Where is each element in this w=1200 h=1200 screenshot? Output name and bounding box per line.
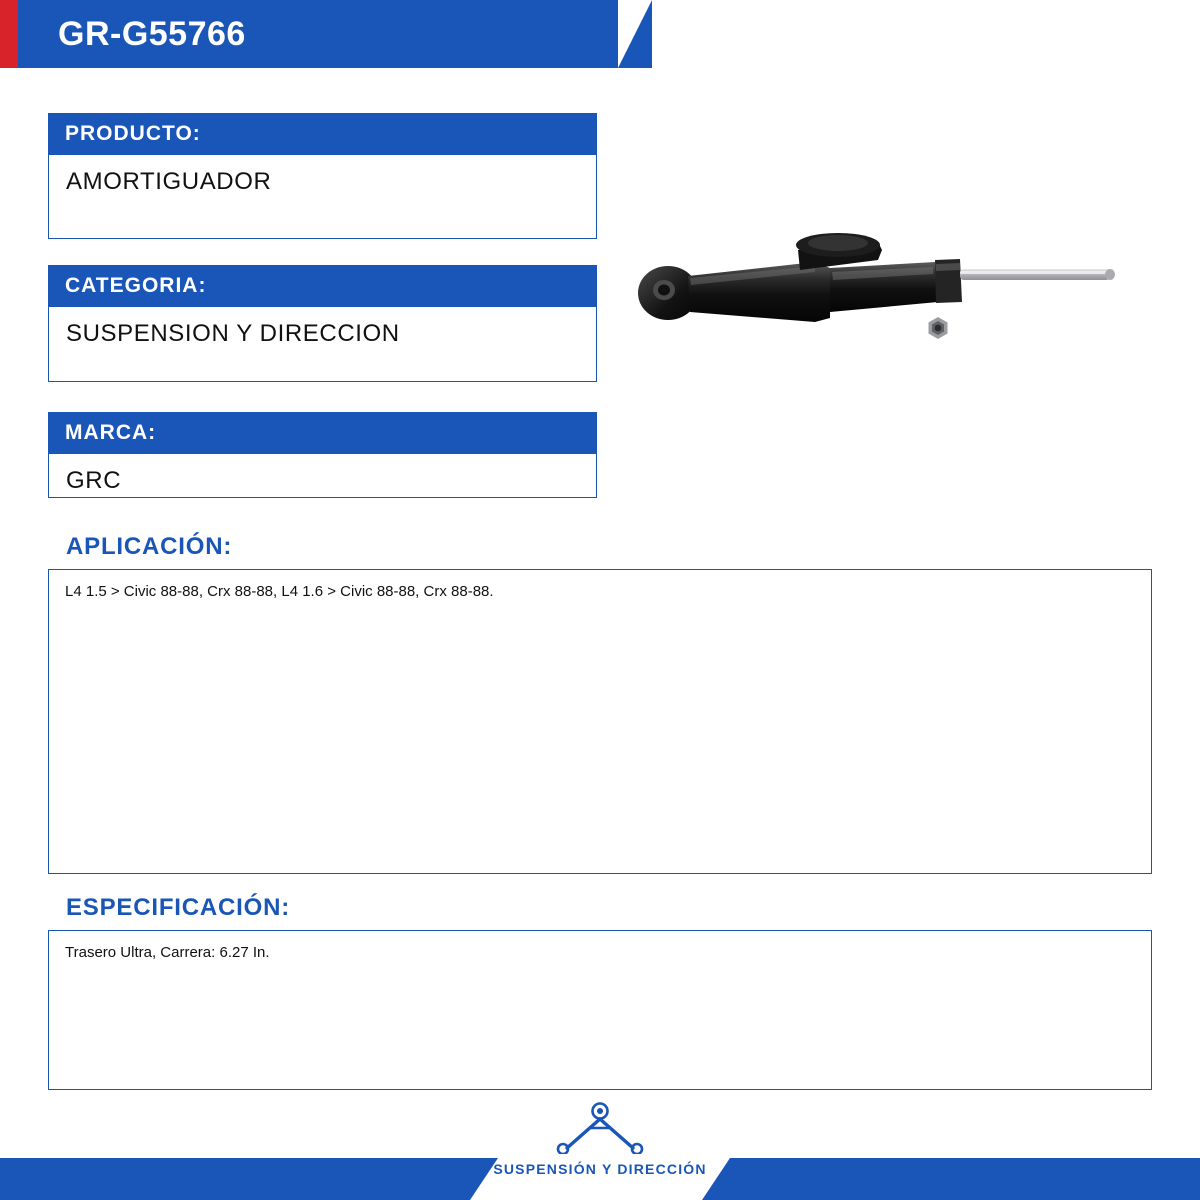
label-categoria: CATEGORIA: [48,265,597,307]
value-marca: GRC [48,454,597,498]
aplicacion-content: L4 1.5 > Civic 88-88, Crx 88-88, L4 1.6 > Civic 88-88, Crx 88-88. [48,569,1152,874]
page-title: GR-G55766 [58,15,246,53]
label-producto: PRODUCTO: [48,113,597,155]
product-image [630,190,1150,410]
section-title-aplicacion: APLICACIÓN: [66,533,233,560]
page-header [0,0,1200,68]
section-title-especificacion: ESPECIFICACIÓN: [66,894,291,921]
shock-absorber-illustration [630,190,1150,410]
label-marca: MARCA: [48,412,597,454]
footer-left-band [0,1158,470,1200]
footer-right-band [730,1158,1200,1200]
value-producto: AMORTIGUADOR [48,155,597,239]
value-categoria: SUSPENSION Y DIRECCION [48,307,597,382]
page-footer [0,1158,1200,1200]
control-arm-icon [545,1102,655,1154]
footer-caption: SUSPENSIÓN Y DIRECCIÓN [493,1161,707,1177]
especificacion-content: Trasero Ultra, Carrera: 6.27 In. [48,930,1152,1090]
footer-logo [470,1102,730,1177]
